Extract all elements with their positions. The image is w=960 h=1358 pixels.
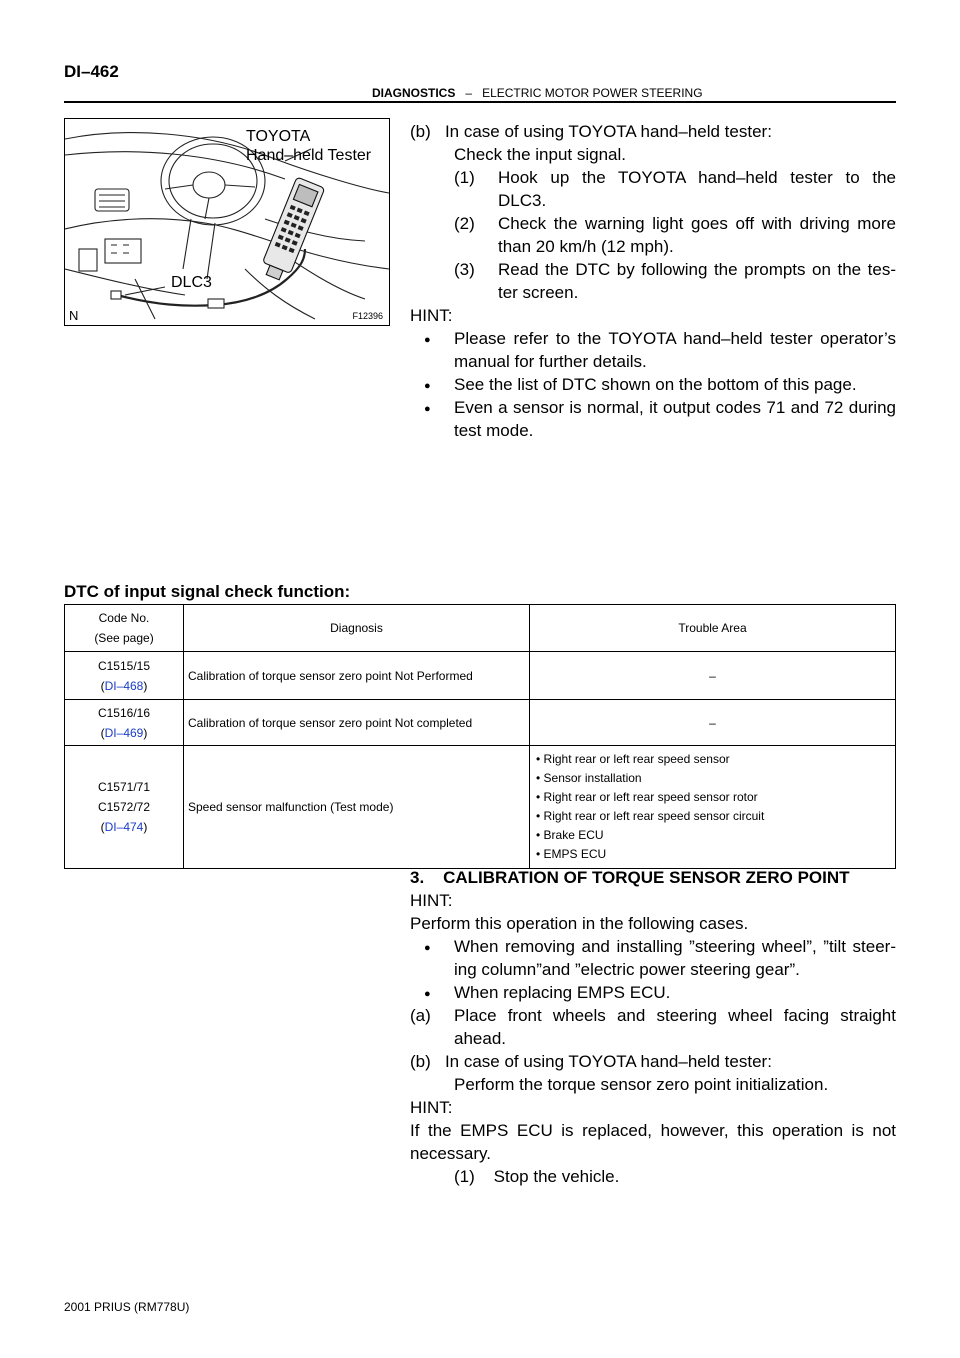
section-3-intro: Perform this operation in the following cases. <box>410 914 749 933</box>
section-header <box>372 86 703 100</box>
list-item: • Right rear or left rear speed sensor rotor <box>536 790 758 804</box>
figure-marker: N <box>69 308 79 323</box>
tester-connection-figure <box>64 118 390 326</box>
substep-3-number: (3) <box>454 260 475 279</box>
table-row <box>65 700 896 746</box>
list-item: • Right rear or left rear speed sensor <box>536 752 730 766</box>
page-footer: 2001 PRIUS (RM778U) <box>64 1300 190 1314</box>
step-a-text-cont: ahead. <box>454 1029 506 1048</box>
dtc-table-title: DTC of input signal check function: <box>64 582 351 601</box>
section-title: DIAGNOSTICS <box>372 86 456 100</box>
figure-label-tester: TOYOTA Hand–held Tester <box>246 128 372 164</box>
hint-bullet-1-cont: manual for further details. <box>454 352 647 371</box>
page-link[interactable]: DI–469 <box>104 725 144 740</box>
hint-label: HINT: <box>410 891 453 910</box>
substep-1-text-cont: DLC3. <box>498 191 547 210</box>
bullet-icon: ● <box>424 942 431 954</box>
step-b2-instruction: Perform the torque sensor zero point initialization. <box>454 1075 829 1094</box>
substep-2-text: Check the warning light goes off with driving more <box>498 214 896 233</box>
bullet-icon: ● <box>424 988 431 1000</box>
bullet-icon: ● <box>424 334 431 346</box>
trouble-area-cell: – <box>530 652 896 700</box>
header-code: Code No. (See page) <box>65 605 184 652</box>
substep-1-text: Hook up the TOYOTA hand–held tester to the <box>498 168 896 187</box>
step-a-text: Place front wheels and steering wheel facing straight <box>454 1006 896 1025</box>
case-bullet-2: When replacing EMPS ECU. <box>454 983 671 1002</box>
header-trouble-area: Trouble Area <box>530 605 896 652</box>
bullet-icon: ● <box>424 403 431 415</box>
trouble-area-cell <box>530 746 896 869</box>
hint-text: If the EMPS ECU is replaced, however, this operation is not <box>410 1121 896 1140</box>
list-item: • Right rear or left rear speed sensor circuit <box>536 809 765 823</box>
step-b-instruction: Check the input signal. <box>454 145 626 164</box>
section-3-heading: 3. CALIBRATION OF TORQUE SENSOR ZERO POINT <box>410 868 850 887</box>
hint-bullet-3-cont: test mode. <box>454 421 534 440</box>
page-link[interactable]: DI–468 <box>104 678 144 693</box>
figure-code: F12396 <box>352 311 383 321</box>
substep-3-text: Read the DTC by following the prompts on the tes- <box>498 260 896 279</box>
dtc-table <box>64 604 896 869</box>
hint-label: HINT: <box>410 1098 453 1117</box>
case-bullet-1: When removing and installing ”steering wheel”, ”tilt steer- <box>454 937 896 956</box>
step-b2-heading: (b) In case of using TOYOTA hand–held tester: <box>410 1052 772 1071</box>
list-item: • Sensor installation <box>536 771 642 785</box>
header-rule <box>64 101 896 103</box>
code-cell: C1571/71 C1572/72 (DI–474) <box>65 746 184 869</box>
diagnosis-cell: Calibration of torque sensor zero point Not Performed <box>184 652 530 700</box>
figure-label-dlc3: DLC3 <box>171 274 212 291</box>
table-row <box>65 746 896 869</box>
step-b-heading: (b) In case of using TOYOTA hand–held tester: <box>410 122 772 141</box>
hint-bullet-2: See the list of DTC shown on the bottom of this page. <box>454 375 857 394</box>
bullet-icon: ● <box>424 380 431 392</box>
header-diagnosis: Diagnosis <box>184 605 530 652</box>
hint-label: HINT: <box>410 306 453 325</box>
substep-3-text-cont: ter screen. <box>498 283 579 302</box>
section-separator: – <box>465 86 473 100</box>
trouble-area-list <box>534 746 891 868</box>
code-cell: C1515/15 (DI–468) <box>65 652 184 700</box>
list-item: • EMPS ECU <box>536 847 607 861</box>
hint-bullet-3: Even a sensor is normal, it output codes 71 and 72 during <box>454 398 896 417</box>
page-number: DI–462 <box>64 62 119 81</box>
step-a-number: (a) <box>410 1006 431 1025</box>
table-row <box>65 652 896 700</box>
hint-text-cont: necessary. <box>410 1144 491 1163</box>
page-link[interactable]: DI–474 <box>104 820 144 834</box>
table-header-row <box>65 605 896 652</box>
code-cell: C1516/16 (DI–469) <box>65 700 184 746</box>
diagnosis-cell: Speed sensor malfunction (Test mode) <box>184 746 530 869</box>
substep-2-text-cont: than 20 km/h (12 mph). <box>498 237 674 256</box>
hint-bullet-1: Please refer to the TOYOTA hand–held tester operator’s <box>454 329 896 348</box>
diagnosis-cell: Calibration of torque sensor zero point Not completed <box>184 700 530 746</box>
substep-2-number: (2) <box>454 214 475 233</box>
case-bullet-1-cont: ing column”and ”electric power steering gear”. <box>454 960 800 979</box>
list-item: • Brake ECU <box>536 828 604 842</box>
subsection-title: ELECTRIC MOTOR POWER STEERING <box>482 86 703 100</box>
trouble-area-cell: – <box>530 700 896 746</box>
substep-1-number: (1) <box>454 168 475 187</box>
substep-stop-vehicle: (1) Stop the vehicle. <box>454 1167 620 1186</box>
